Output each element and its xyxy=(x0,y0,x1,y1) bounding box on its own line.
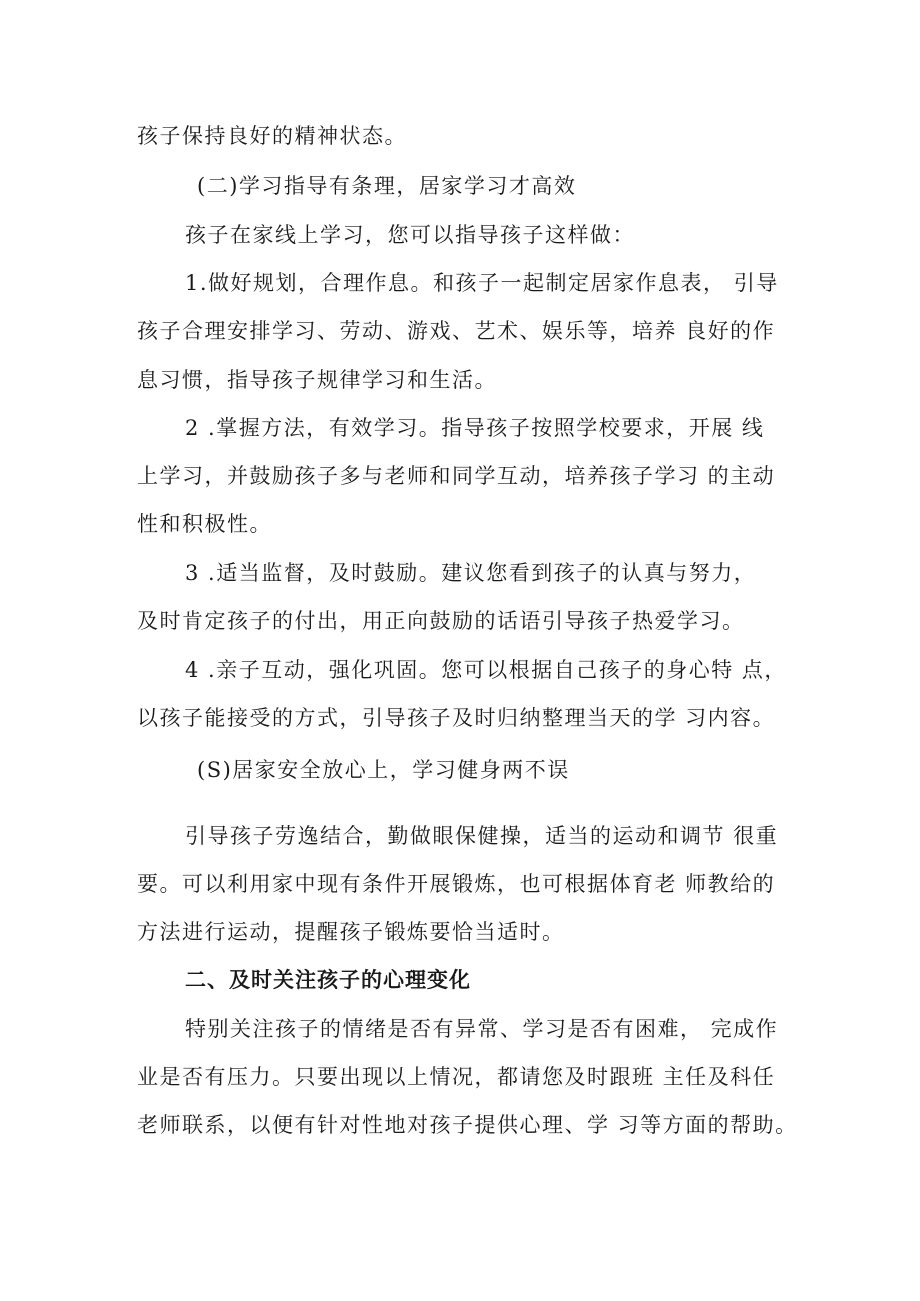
list-item-line: 以孩子能接受的方式，引导孩子及时归纳整理当天的学 习内容。 xyxy=(137,706,776,730)
subsection-heading: (S)居家安全放心上，学习健身两不误 xyxy=(197,758,570,782)
paragraph-line: 方法进行运动，提醒孩子锻炼要恰当适时。 xyxy=(137,920,565,944)
paragraph-line: 特别关注孩子的情绪是否有异常、学习是否有困难， 完成作 xyxy=(185,1017,779,1041)
paragraph-line: 引导孩子劳逸结合，勤做眼保健操，适当的运动和调节 很重 xyxy=(185,824,779,848)
list-item-line: 2 .掌握方法，有效学习。指导孩子按照学校要求，开展 线 xyxy=(185,416,765,440)
list-item-line: 上学习，并鼓励孩子多与老师和同学互动，培养孩子学习 的主动 xyxy=(137,464,776,488)
section-heading: 二、及时关注孩子的心理变化 xyxy=(185,968,471,992)
paragraph-line: 老师联系，以便有针对性地对孩子提供心理、学 习等方面的帮助。 xyxy=(137,1113,798,1137)
list-item-line: 1.做好规划，合理作息。和孩子一起制定居家作息表， 引导 xyxy=(185,271,779,295)
list-item-line: 性和积极性。 xyxy=(137,512,272,536)
list-item-line: 3 .适当监督，及时鼓励。建议您看到孩子的认真与努力， xyxy=(185,561,757,585)
paragraph-line: 要。可以利用家中现有条件开展锻炼，也可根据体育老 师教给的 xyxy=(137,872,776,896)
paragraph-line: 孩子在家线上学习，您可以指导孩子这样做： xyxy=(185,223,635,247)
list-item-line: 及时肯定孩子的付出，用正向鼓励的话语引导孩子热爱学习。 xyxy=(137,609,745,633)
paragraph-line: 孩子保持良好的精神状态。 xyxy=(137,124,407,148)
list-item-line: 4 .亲子互动，强化巩固。您可以根据自己孩子的身心特 点， xyxy=(185,658,787,682)
list-item-line: 息习惯，指导孩子规律学习和生活。 xyxy=(137,368,497,392)
paragraph-line: 业是否有压力。只要出现以上情况，都请您及时跟班 主任及科任 xyxy=(137,1065,776,1089)
list-item-line: 孩子合理安排学习、劳动、游戏、艺术、娱乐等，培养 良好的作 xyxy=(137,319,776,343)
subsection-heading: (二)学习指导有条理，居家学习才高效 xyxy=(197,174,577,198)
